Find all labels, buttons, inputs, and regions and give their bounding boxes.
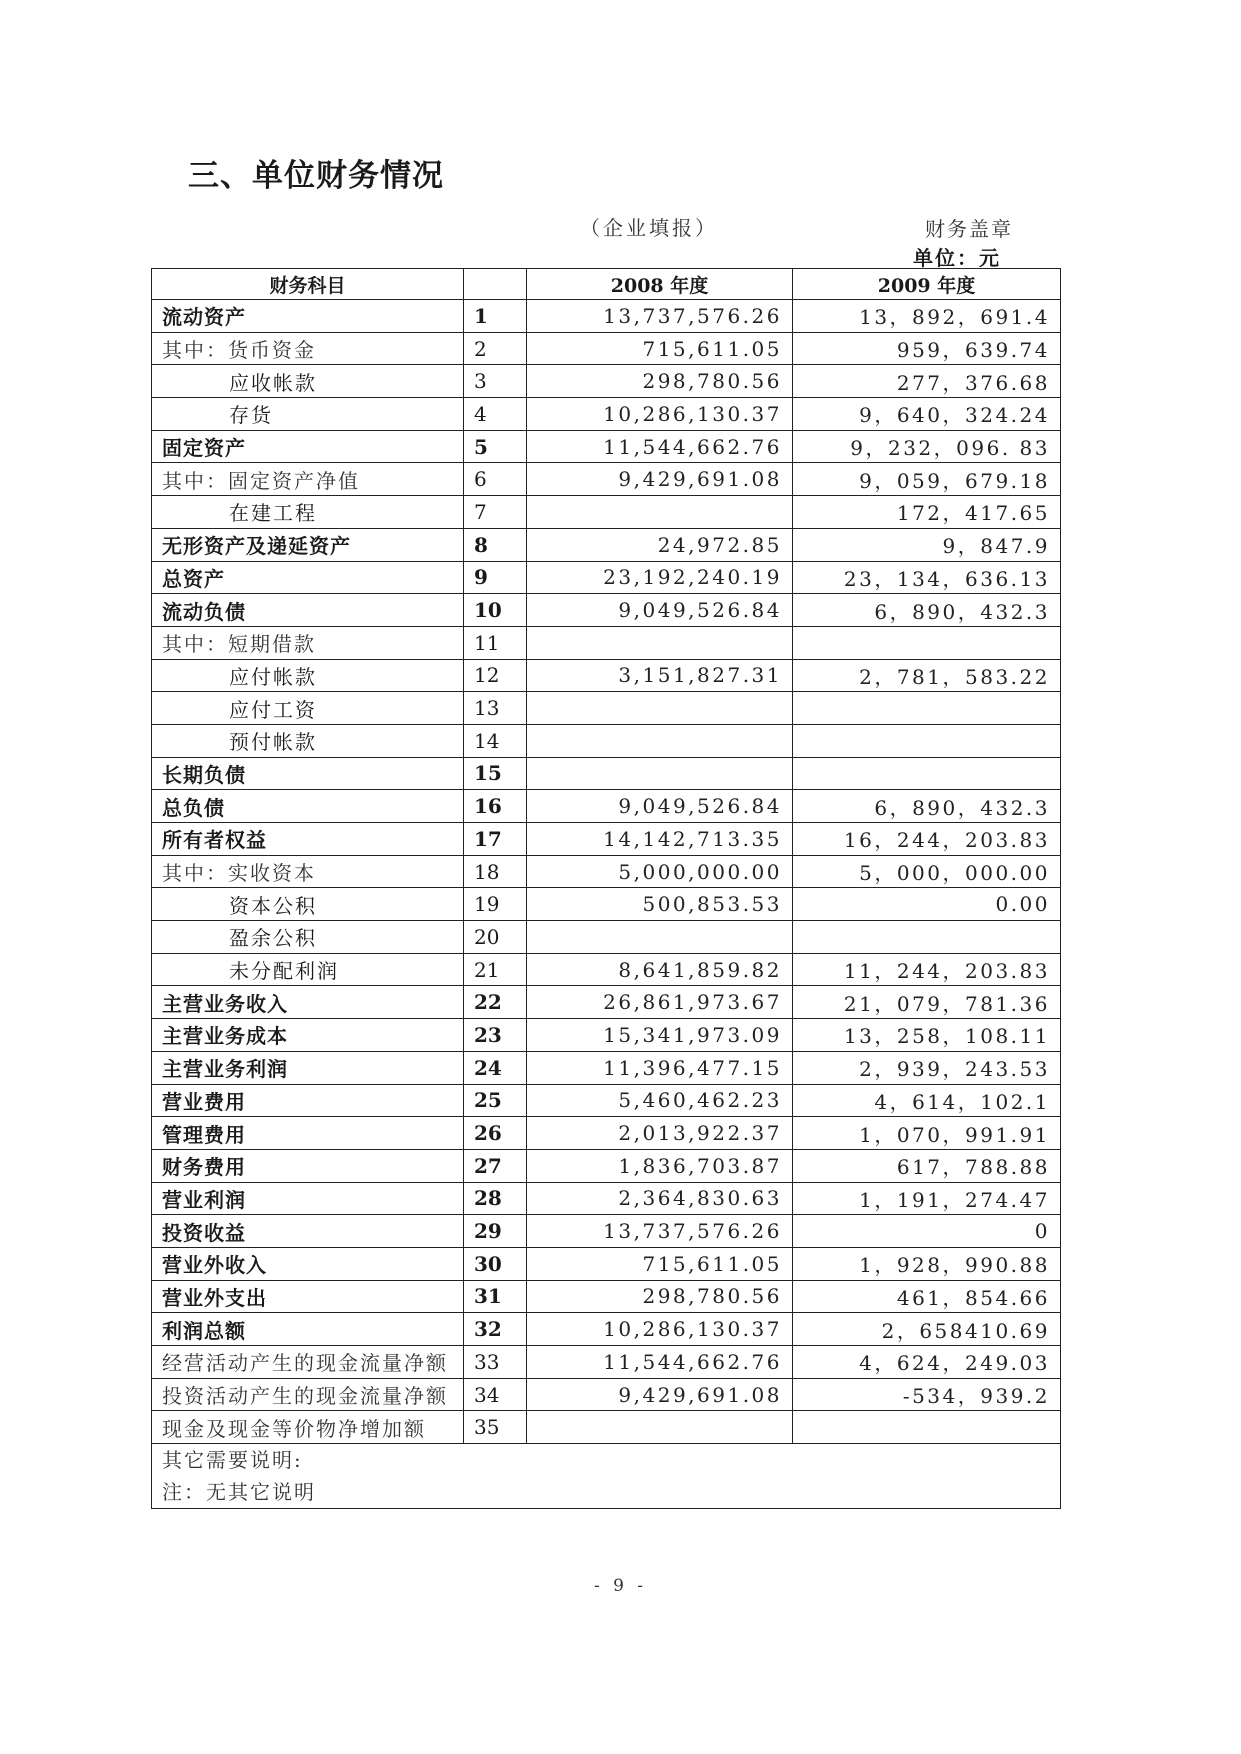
- row-number: 25: [464, 1084, 527, 1117]
- value-2008: [527, 692, 793, 725]
- row-label: 现金及现金等价物净增加额: [152, 1411, 464, 1444]
- row-number: 15: [464, 757, 527, 790]
- row-number: 10: [464, 594, 527, 627]
- value-2008: 11,544,662.76: [527, 1346, 793, 1379]
- value-2009: 1，928，990.88: [793, 1247, 1061, 1280]
- row-number: 14: [464, 724, 527, 757]
- row-label: 固定资产: [152, 430, 464, 463]
- row-label: 营业利润: [152, 1182, 464, 1215]
- row-number: 35: [464, 1411, 527, 1444]
- value-2008: 10,286,130.37: [527, 398, 793, 431]
- row-number: 9: [464, 561, 527, 594]
- value-2009: 9，640，324.24: [793, 398, 1061, 431]
- value-2009: 13，892，691.4: [793, 300, 1061, 333]
- value-2009: 4，614，102.1: [793, 1084, 1061, 1117]
- value-2009: [793, 626, 1061, 659]
- table-row: [152, 626, 1061, 659]
- value-2008: 26,861,973.67: [527, 986, 793, 1019]
- header-no: [464, 269, 527, 300]
- row-number: 28: [464, 1182, 527, 1215]
- row-label: 存货: [152, 398, 464, 431]
- row-label: 主营业务利润: [152, 1051, 464, 1084]
- row-label: 其中：短期借款: [152, 626, 464, 659]
- value-2009: 21，079，781.36: [793, 986, 1061, 1019]
- value-2008: 9,049,526.84: [527, 594, 793, 627]
- value-2008: [527, 496, 793, 529]
- value-2008: [527, 724, 793, 757]
- value-2009: [793, 724, 1061, 757]
- value-2009: 6，890，432.3: [793, 594, 1061, 627]
- table-row: [152, 398, 1061, 431]
- value-2008: 298,780.56: [527, 365, 793, 398]
- value-2008: 9,429,691.08: [527, 1378, 793, 1411]
- row-label: 主营业务成本: [152, 1019, 464, 1052]
- row-label: 投资收益: [152, 1215, 464, 1248]
- value-2009: [793, 757, 1061, 790]
- value-2008: 15,341,973.09: [527, 1019, 793, 1052]
- notes-text: 注：无其它说明: [162, 1480, 316, 1505]
- row-number: 24: [464, 1051, 527, 1084]
- row-label: 未分配利润: [152, 953, 464, 986]
- unit-label: 单位：元: [913, 246, 1001, 270]
- table-row: [152, 561, 1061, 594]
- value-2009: [793, 1411, 1061, 1444]
- value-2009: [793, 692, 1061, 725]
- table-header-row: [152, 269, 1061, 300]
- page-title: 三、单位财务情况: [188, 158, 444, 194]
- table-row: [152, 1182, 1061, 1215]
- value-2009: 0: [793, 1215, 1061, 1248]
- notes-heading: 其它需要说明:: [162, 1448, 303, 1473]
- header-2008: 2008 年度: [527, 269, 793, 300]
- value-2008: 10,286,130.37: [527, 1313, 793, 1346]
- row-number: 34: [464, 1378, 527, 1411]
- table-row: [152, 496, 1061, 529]
- value-2008: 23,192,240.19: [527, 561, 793, 594]
- table-row: [152, 724, 1061, 757]
- row-label: 盈余公积: [152, 921, 464, 954]
- value-2009: 277，376.68: [793, 365, 1061, 398]
- table-row: [152, 855, 1061, 888]
- value-2009: 959，639.74: [793, 332, 1061, 365]
- row-number: 17: [464, 823, 527, 856]
- row-number: 29: [464, 1215, 527, 1248]
- row-number: 3: [464, 365, 527, 398]
- row-label: 利润总额: [152, 1313, 464, 1346]
- table-row: [152, 1313, 1061, 1346]
- table-row: [152, 1215, 1061, 1248]
- table-row: [152, 953, 1061, 986]
- row-label: 营业外支出: [152, 1280, 464, 1313]
- value-2009: 617，788.88: [793, 1149, 1061, 1182]
- row-label: 长期负债: [152, 757, 464, 790]
- value-2008: 1,836,703.87: [527, 1149, 793, 1182]
- table-row: [152, 1378, 1061, 1411]
- value-2009: 0.00: [793, 888, 1061, 921]
- table-row: [152, 1280, 1061, 1313]
- row-number: 8: [464, 528, 527, 561]
- row-label: 应付帐款: [152, 659, 464, 692]
- table-row: [152, 692, 1061, 725]
- table-row: [152, 659, 1061, 692]
- value-2009: 5，000，000.00: [793, 855, 1061, 888]
- row-number: 11: [464, 626, 527, 659]
- table-row: [152, 365, 1061, 398]
- value-2008: [527, 921, 793, 954]
- row-label: 所有者权益: [152, 823, 464, 856]
- row-number: 30: [464, 1247, 527, 1280]
- value-2008: 715,611.05: [527, 1247, 793, 1280]
- table-row: [152, 986, 1061, 1019]
- row-number: 26: [464, 1117, 527, 1150]
- table-row: [152, 921, 1061, 954]
- row-label: 资本公积: [152, 888, 464, 921]
- value-2008: 3,151,827.31: [527, 659, 793, 692]
- row-label: 总负债: [152, 790, 464, 823]
- row-number: 7: [464, 496, 527, 529]
- row-label: 无形资产及递延资产: [152, 528, 464, 561]
- table-row: [152, 300, 1061, 333]
- value-2008: 11,544,662.76: [527, 430, 793, 463]
- row-label: 投资活动产生的现金流量净额: [152, 1378, 464, 1411]
- value-2008: 5,460,462.23: [527, 1084, 793, 1117]
- value-2009: 1，070，991.91: [793, 1117, 1061, 1150]
- table-row: [152, 332, 1061, 365]
- table-row: [152, 823, 1061, 856]
- value-2009: 4，624，249.03: [793, 1346, 1061, 1379]
- row-number: 33: [464, 1346, 527, 1379]
- row-number: 6: [464, 463, 527, 496]
- value-2008: 11,396,477.15: [527, 1051, 793, 1084]
- table-row: [152, 1247, 1061, 1280]
- row-label: 营业费用: [152, 1084, 464, 1117]
- value-2009: 461，854.66: [793, 1280, 1061, 1313]
- table-row: [152, 1051, 1061, 1084]
- value-2009: 11，244，203.83: [793, 953, 1061, 986]
- row-number: 13: [464, 692, 527, 725]
- page-number: - 9 -: [593, 1576, 648, 1596]
- row-label: 流动负债: [152, 594, 464, 627]
- header-2009: 2009 年度: [793, 269, 1061, 300]
- value-2009: 13，258，108.11: [793, 1019, 1061, 1052]
- row-number: 22: [464, 986, 527, 1019]
- row-number: 23: [464, 1019, 527, 1052]
- row-number: 2: [464, 332, 527, 365]
- row-label: 预付帐款: [152, 724, 464, 757]
- table-row: [152, 790, 1061, 823]
- table-row: [152, 594, 1061, 627]
- table-row: [152, 757, 1061, 790]
- row-label: 营业外收入: [152, 1247, 464, 1280]
- row-label: 流动资产: [152, 300, 464, 333]
- header-item: 财务科目: [152, 269, 464, 300]
- value-2008: 13,737,576.26: [527, 1215, 793, 1248]
- row-number: 27: [464, 1149, 527, 1182]
- row-label: 财务费用: [152, 1149, 464, 1182]
- value-2008: 9,429,691.08: [527, 463, 793, 496]
- table-row: [152, 1117, 1061, 1150]
- table-row: [152, 888, 1061, 921]
- table-row: [152, 1084, 1061, 1117]
- row-number: 31: [464, 1280, 527, 1313]
- row-label: 管理费用: [152, 1117, 464, 1150]
- row-label: 其中：实收资本: [152, 855, 464, 888]
- row-number: 19: [464, 888, 527, 921]
- value-2009: 6，890，432.3: [793, 790, 1061, 823]
- table-row: [152, 1411, 1061, 1444]
- value-2009: 23，134，636.13: [793, 561, 1061, 594]
- notes-cell: [152, 1444, 1061, 1509]
- row-label: 在建工程: [152, 496, 464, 529]
- notes-row: [152, 1444, 1061, 1509]
- row-label: 主营业务收入: [152, 986, 464, 1019]
- table-row: [152, 430, 1061, 463]
- value-2009: 172，417.65: [793, 496, 1061, 529]
- filled-by-note: （企业填报）: [580, 216, 718, 240]
- row-number: 32: [464, 1313, 527, 1346]
- value-2009: 9，847.9: [793, 528, 1061, 561]
- value-2008: 715,611.05: [527, 332, 793, 365]
- row-number: 1: [464, 300, 527, 333]
- row-number: 16: [464, 790, 527, 823]
- value-2009: 2，658410.69: [793, 1313, 1061, 1346]
- value-2009: 9，232，096. 83: [793, 430, 1061, 463]
- value-2008: 298,780.56: [527, 1280, 793, 1313]
- table-row: [152, 1149, 1061, 1182]
- value-2008: [527, 1411, 793, 1444]
- value-2008: [527, 626, 793, 659]
- row-number: 12: [464, 659, 527, 692]
- stamp-label: 财务盖章: [925, 217, 1013, 241]
- value-2009: 2，939，243.53: [793, 1051, 1061, 1084]
- row-label: 其中：固定资产净值: [152, 463, 464, 496]
- value-2009: 2，781，583.22: [793, 659, 1061, 692]
- value-2008: 9,049,526.84: [527, 790, 793, 823]
- value-2009: 9，059，679.18: [793, 463, 1061, 496]
- table-row: [152, 1346, 1061, 1379]
- row-number: 20: [464, 921, 527, 954]
- row-number: 18: [464, 855, 527, 888]
- row-number: 21: [464, 953, 527, 986]
- row-label: 应收帐款: [152, 365, 464, 398]
- row-label: 应付工资: [152, 692, 464, 725]
- table-row: [152, 528, 1061, 561]
- table-row: [152, 463, 1061, 496]
- value-2008: 500,853.53: [527, 888, 793, 921]
- value-2008: 2,013,922.37: [527, 1117, 793, 1150]
- value-2008: 8,641,859.82: [527, 953, 793, 986]
- row-label: 总资产: [152, 561, 464, 594]
- value-2008: 5,000,000.00: [527, 855, 793, 888]
- value-2008: 2,364,830.63: [527, 1182, 793, 1215]
- value-2008: [527, 757, 793, 790]
- value-2009: [793, 921, 1061, 954]
- financial-table: [151, 268, 1061, 1509]
- value-2009: 1，191，274.47: [793, 1182, 1061, 1215]
- row-number: 4: [464, 398, 527, 431]
- table-row: [152, 1019, 1061, 1052]
- value-2008: 24,972.85: [527, 528, 793, 561]
- value-2009: -534，939.2: [793, 1378, 1061, 1411]
- value-2009: 16，244，203.83: [793, 823, 1061, 856]
- value-2008: 14,142,713.35: [527, 823, 793, 856]
- value-2008: 13,737,576.26: [527, 300, 793, 333]
- row-label: 经营活动产生的现金流量净额: [152, 1346, 464, 1379]
- row-label: 其中：货币资金: [152, 332, 464, 365]
- row-number: 5: [464, 430, 527, 463]
